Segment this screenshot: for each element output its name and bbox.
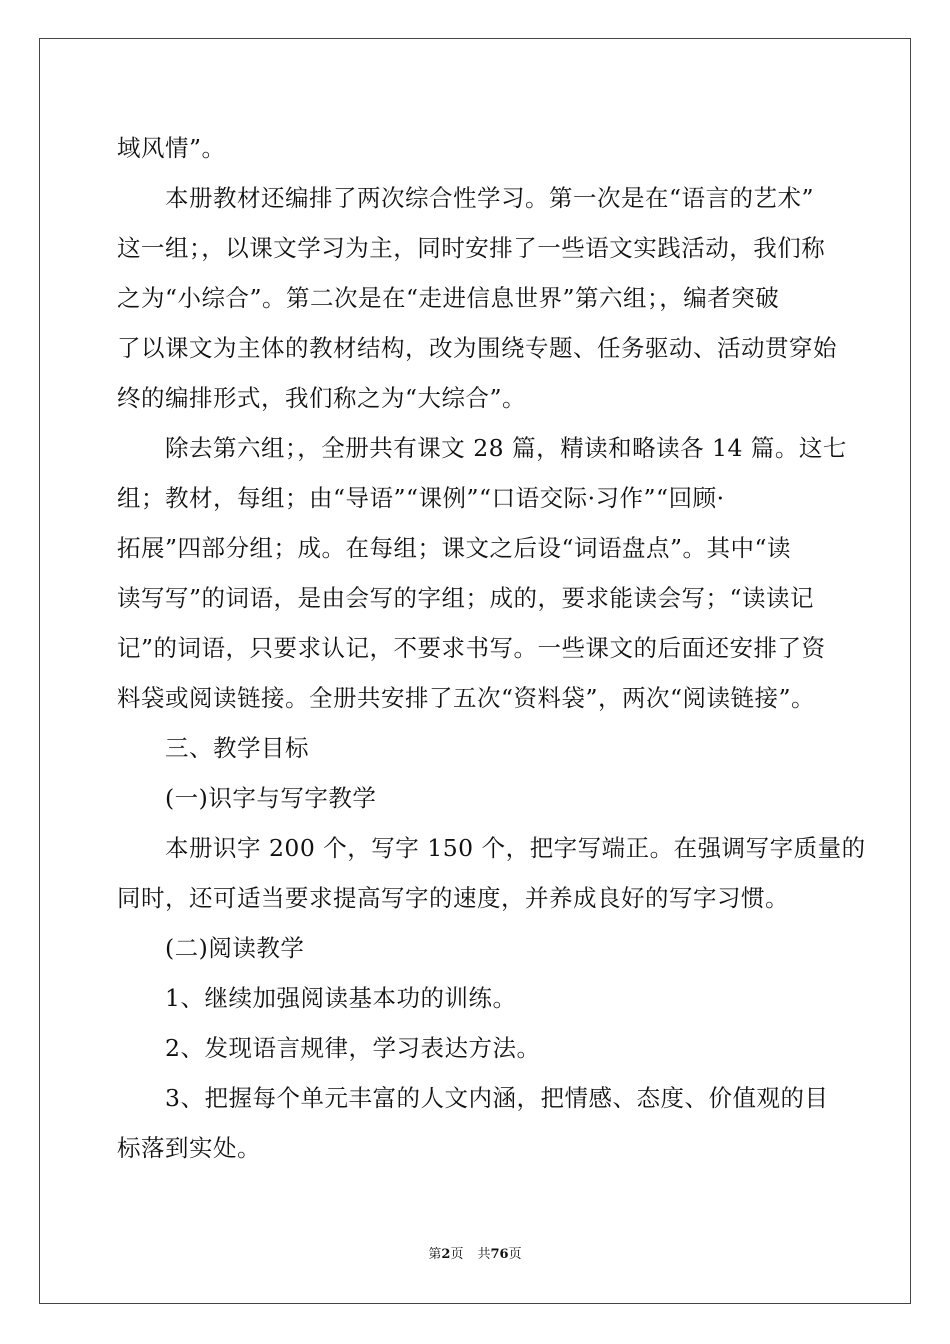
list-item: 1、继续加强阅读基本功的训练。	[165, 984, 517, 1012]
page-prefix: 第	[428, 1247, 442, 1262]
paragraph-line: 同时，还可适当要求提高写字的速度，并养成良好的写字习惯。	[117, 884, 789, 912]
list-item: 3、把握每个单元丰富的人文内涵，把情感、态度、价值观的目	[165, 1084, 829, 1112]
total-prefix: 共	[477, 1247, 491, 1262]
list-item-continuation: 标落到实处。	[117, 1134, 261, 1162]
paragraph-line: 料袋或阅读链接。全册共安排了五次“资料袋”，两次“阅读链接”。	[117, 684, 816, 712]
subsection-heading: (一)识字与写字教学	[165, 784, 377, 812]
paragraph-line: 终的编排形式，我们称之为“大综合”。	[117, 384, 527, 412]
total-suffix: 页	[508, 1247, 522, 1262]
page-current: 2	[441, 1247, 451, 1262]
paragraph-line: 读写写”的词语，是由会写的字组；成的，要求能读会写；“读读记	[117, 584, 815, 612]
paragraph-line: 组；教材，每组；由“导语”“课例”“口语交际·习作”“回顾·	[117, 484, 725, 512]
paragraph-line: 域风情”。	[117, 134, 226, 162]
subsection-heading: (二)阅读教学	[165, 934, 305, 962]
paragraph-line: 了以课文为主体的教材结构，改为围绕专题、任务驱动、活动贯穿始	[117, 334, 837, 362]
paragraph-line: 本册教材还编排了两次综合性学习。第一次是在“语言的艺术”	[165, 184, 815, 212]
section-heading: 三、教学目标	[165, 734, 309, 762]
page-suffix: 页	[450, 1247, 464, 1262]
page-total: 76	[490, 1247, 509, 1262]
list-item: 2、发现语言规律，学习表达方法。	[165, 1034, 541, 1062]
paragraph-line: 本册识字 200 个，写字 150 个，把字写端正。在强调写字质量的	[165, 834, 866, 862]
paragraph-line: 拓展”四部分组；成。在每组；课文之后设“词语盘点”。其中“读	[117, 534, 792, 562]
paragraph-line: 这一组；，以课文学习为主，同时安排了一些语文实践活动，我们称	[117, 234, 826, 262]
paragraph-line: 除去第六组；，全册共有课文 28 篇，精读和略读各 14 篇。这七	[165, 434, 847, 462]
paragraph-line: 记”的词语，只要求认记，不要求书写。一些课文的后面还安排了资	[117, 634, 826, 662]
page-footer	[0, 1246, 950, 1264]
paragraph-line: 之为“小综合”。第二次是在“走进信息世界”第六组；，编者突破	[117, 284, 780, 312]
